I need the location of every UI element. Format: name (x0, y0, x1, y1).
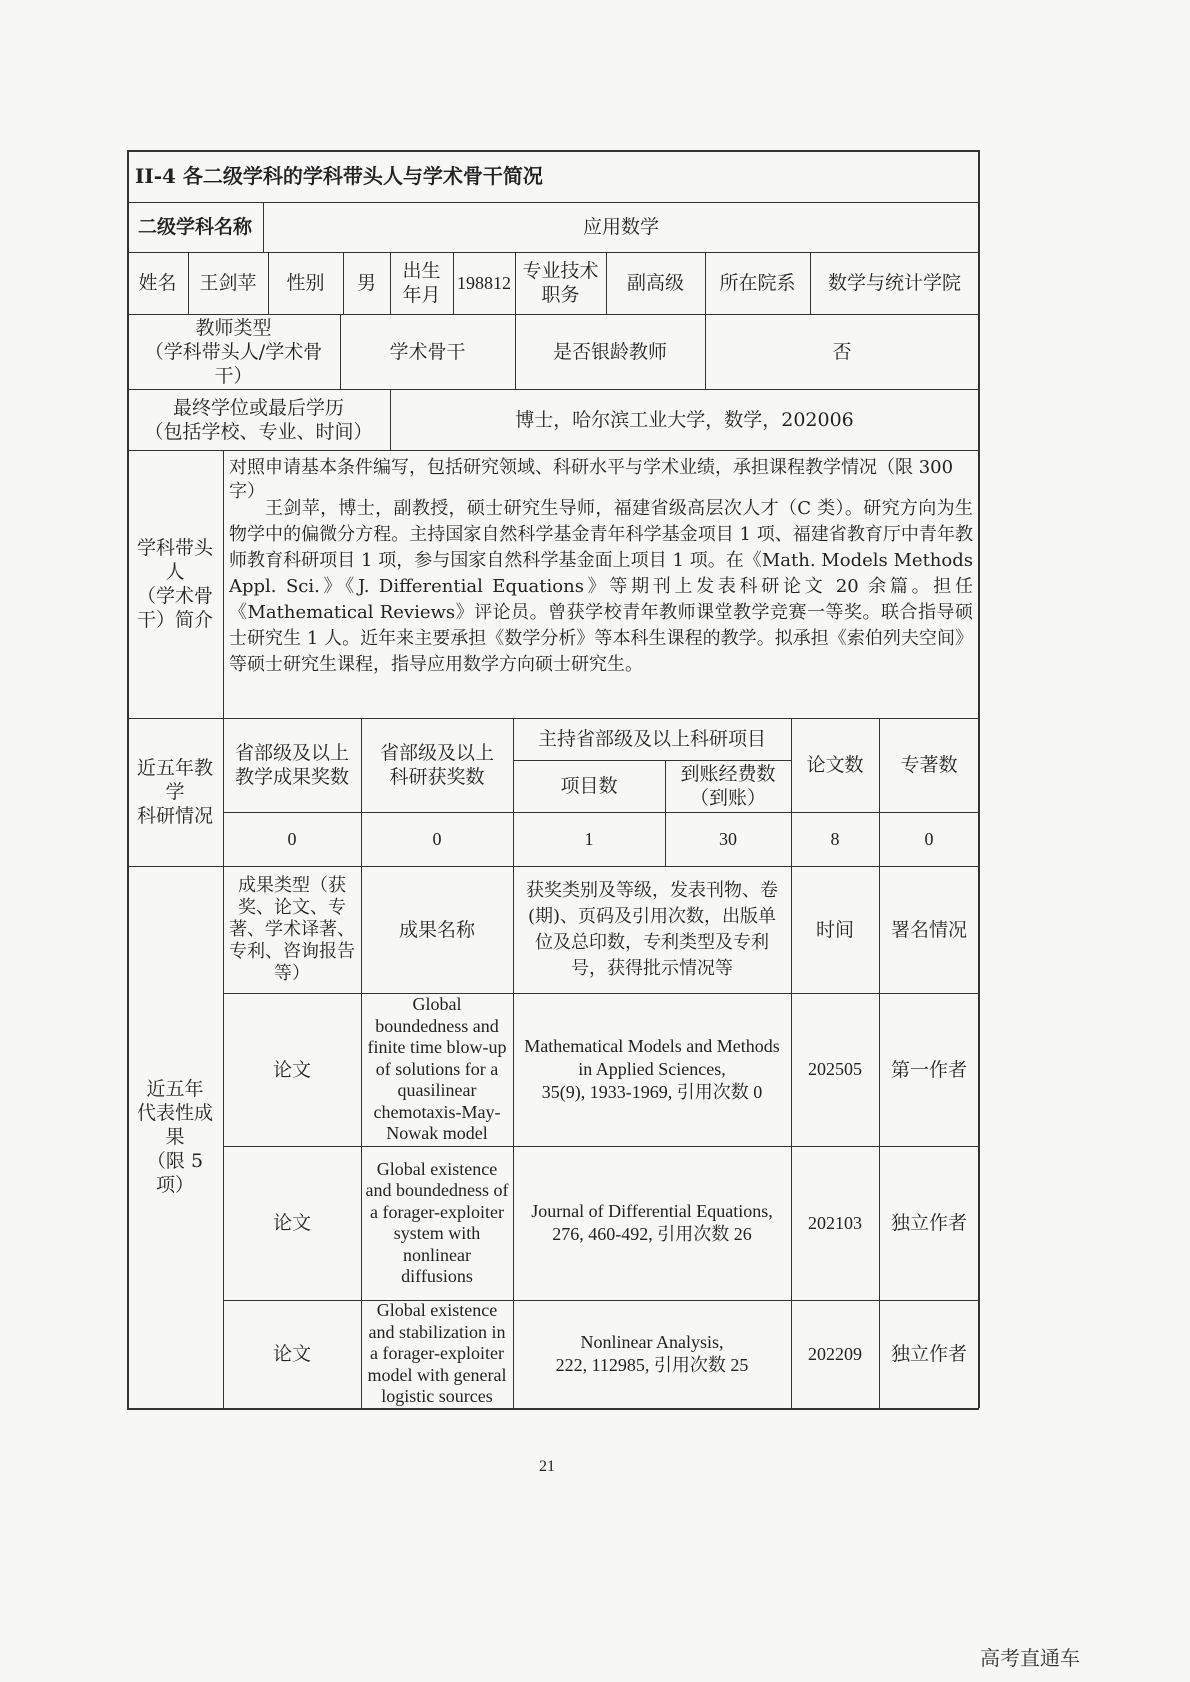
teacher-type-label: 教师类型 （学科带头人/学术骨 干） (144, 316, 323, 387)
books-label: 专著数 (900, 754, 958, 776)
gender-value: 男 (356, 272, 376, 294)
achievement-authorship: 独立作者 (890, 1343, 967, 1365)
achievement-authorship: 第一作者 (890, 1058, 967, 1081)
papers-label: 论文数 (806, 754, 864, 776)
achievement-detail-header: 获奖类别及等级，发表刊物、卷 (期)、页码及引用次数，出版单 位及总印数，专利类型及专利 号，获得批示情况等 (526, 879, 778, 979)
degree-value: 博士，哈尔滨工业大学，数学，202006 (515, 408, 854, 431)
project-count-label: 项目数 (560, 775, 618, 797)
silver-teacher-value: 否 (832, 340, 852, 363)
bio-instruction: 对照申请基本条件编写，包括研究领域、科研水平与学术业绩，承担课程教学情况（限 300 字） (229, 457, 954, 502)
watermark: 高考直通车 (980, 1646, 1080, 1670)
achievement-time: 202209 (808, 1343, 862, 1364)
bio-text: 王剑苹，博士，副教授，硕士研究生导师，福建省级高层次人才（C 类）。研究方向为生物学中的偏微分方程。主持国家自然科学基金青年科学基金项目 1 项、福建省教育厅中青年教师教育科研项目 1 项，参与国家自然科学基金面上项目 1 项。在《Math. Models Methods Appl. Sci.》《J. Differential Equations》等期刊上发表科研论文 20 余篇。担任《Mathematical Reviews》评论员。曾获学校青年教师课堂教学竞赛一等奖。联合指导硕士研究生 1 人。近年来主要承担《数学分析》等本科生课程的教学。拟承担《索伯列夫空间》等硕士研究生课程，指导应用数学方向硕士研究生。 (229, 498, 973, 675)
achievement-authorship-header: 署名情况 (890, 918, 967, 941)
title-value: 副高级 (626, 272, 684, 294)
discipline-label: 二级学科名称 (137, 216, 252, 238)
achievement-authorship: 独立作者 (890, 1212, 967, 1234)
funding-value: 30 (719, 828, 737, 849)
projects-label: 主持省部级及以上科研项目 (537, 728, 766, 750)
achievement-name-header: 成果名称 (398, 918, 475, 941)
project-count-value: 1 (584, 828, 594, 849)
books-value: 0 (924, 828, 934, 849)
research-award-label: 省部级及以上 科研获奖数 (379, 742, 494, 788)
funding-label: 到账经费数 （到账） (680, 763, 776, 809)
silver-teacher-label: 是否银龄教师 (552, 340, 667, 363)
teacher-type-value: 学术骨干 (389, 340, 466, 363)
achievement-detail: Journal of Differential Equations, 276, 460-492, 引用次数 26 (531, 1201, 773, 1244)
research-awards-value: 0 (432, 828, 442, 849)
achievement-type: 论文 (272, 1212, 311, 1234)
teaching-awards-value: 0 (287, 828, 297, 849)
name-value: 王剑苹 (199, 272, 257, 294)
achievement-name: Global existence and stabilization in a forager-exploiter model with general logistic sources (367, 1300, 507, 1407)
page-number: 21 (539, 1458, 555, 1475)
achievement-time: 202505 (808, 1059, 862, 1079)
discipline-value: 应用数学 (582, 216, 659, 238)
birth-value: 198812 (457, 272, 511, 293)
title-label: 专业技术 职务 (522, 260, 599, 306)
degree-label: 最终学位或最后学历 （包括学校、专业、时间） (144, 396, 373, 443)
bio-label: 学科带头人 （学术骨 干）简介 (136, 537, 213, 631)
achievement-time: 202103 (808, 1212, 862, 1233)
achievement-name: Global existence and boundedness of a forager-exploiter system with nonlinear diffusions (365, 1158, 509, 1286)
achievement-type-header: 成果类型（获 奖、论文、专 著、学术译著、 专利、咨询报告 等） (229, 874, 355, 984)
teaching-award-label: 省部级及以上 教学成果奖数 (234, 742, 349, 788)
name-label: 姓名 (138, 272, 177, 294)
achievement-time-header: 时间 (815, 918, 854, 941)
achievement-name: Global boundedness and finite time blow-up of solutions for a quasilinear chemotaxis-May-Nowak model (367, 994, 507, 1144)
gender-label: 性别 (286, 272, 325, 294)
section-title: II-4 各二级学科的学科带头人与学术骨干简况 (135, 164, 543, 188)
achievement-detail: Nonlinear Analysis, 222, 112985, 引用次数 25 (555, 1332, 749, 1375)
achievements-label: 近五年 代表性成果 （限 5 项） (136, 1078, 213, 1196)
dept-label: 所在院系 (719, 272, 796, 294)
achievement-type: 论文 (272, 1343, 311, 1365)
papers-value: 8 (830, 828, 840, 849)
achievement-type: 论文 (272, 1058, 311, 1081)
birth-label: 出生 年月 (402, 260, 441, 306)
achievement-detail: Mathematical Models and Methods in Applied Sciences, 35(9), 1933-1969, 引用次数 0 (524, 1036, 780, 1102)
stats-label: 近五年教学 科研情况 (136, 757, 213, 827)
dept-value: 数学与统计学院 (827, 272, 961, 294)
